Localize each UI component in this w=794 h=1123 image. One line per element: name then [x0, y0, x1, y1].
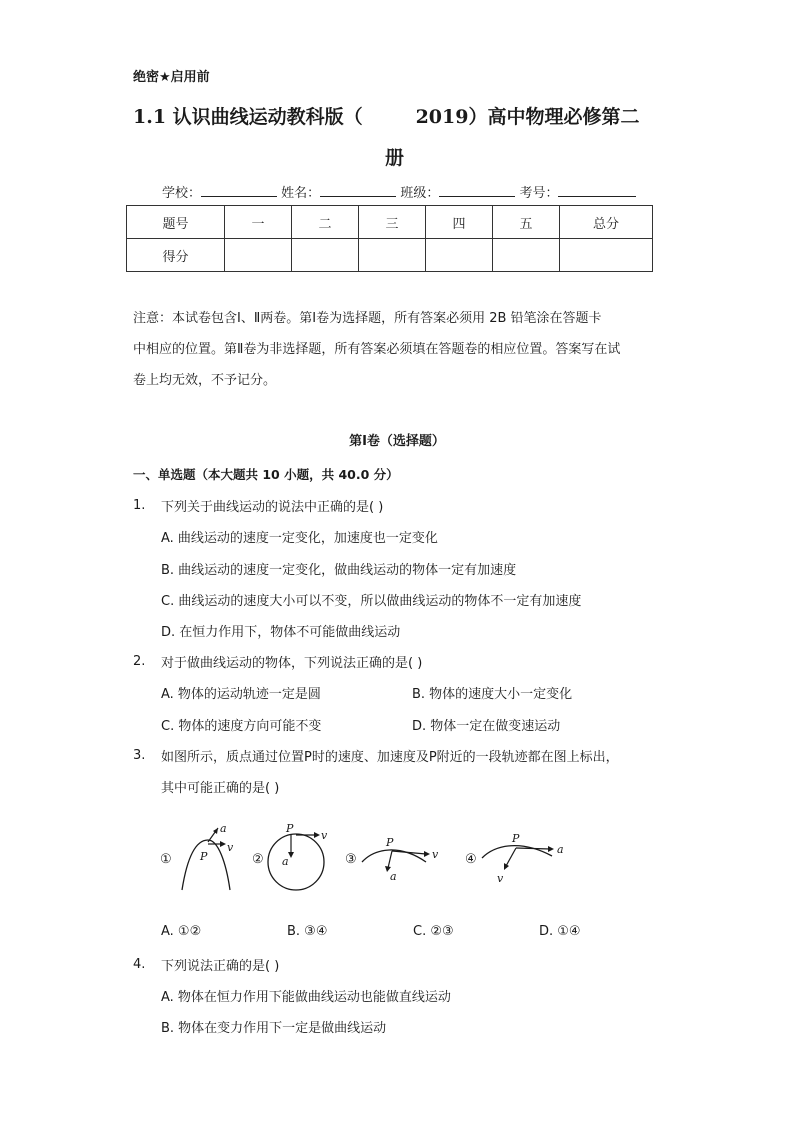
question-text-line1: 如图所示，质点通过位置P时的速度、加速度及P附近的一段轨迹都在图上标出，: [161, 750, 619, 765]
figure-label-1: ①: [160, 852, 172, 867]
figure-label-3: ③: [345, 852, 357, 867]
question-number: 4.: [133, 957, 146, 972]
score-cell[interactable]: [493, 239, 560, 272]
score-table: [126, 205, 653, 272]
confidential-label: 绝密★启用前: [133, 70, 210, 85]
option-a[interactable]: A. ①②: [161, 924, 202, 939]
motion-diagram: [160, 822, 580, 898]
option-c[interactable]: C. ②③: [413, 924, 454, 939]
question-text-line2: 其中可能正确的是( ): [161, 781, 280, 796]
acceleration-arrow: [388, 851, 392, 868]
score-header-cell: 四: [426, 206, 493, 239]
question-text: 下列说法正确的是( ): [161, 959, 280, 974]
figure-label-2: ②: [252, 852, 264, 867]
school-label: 学校：: [162, 186, 202, 201]
velocity-label: v: [432, 848, 439, 861]
section-title: 第Ⅰ卷（选择题）: [349, 434, 445, 449]
arrowhead: [424, 851, 430, 857]
part-heading: 一、单选题（本大题共 10 小题，共 40.0 分）: [133, 467, 399, 482]
velocity-label: v: [321, 829, 328, 842]
velocity-arrow: [506, 848, 516, 866]
option-d[interactable]: D. 在恒力作用下，物体不可能做曲线运动: [161, 625, 401, 640]
point-p-label: P: [200, 850, 208, 863]
option-b[interactable]: B. 物体的速度大小一定变化: [412, 687, 573, 702]
exam-no-blank[interactable]: [558, 184, 636, 197]
question-number: 1.: [133, 498, 146, 513]
acceleration-label: a: [390, 870, 397, 883]
point-p-label: P: [386, 836, 394, 849]
acceleration-arrow: [516, 848, 550, 849]
acceleration-label: a: [557, 843, 564, 856]
notice-line3: 卷上均无效，不予记分。: [133, 373, 277, 388]
trajectory-circle: [268, 834, 324, 890]
option-d[interactable]: D. ①④: [539, 924, 581, 939]
score-cell[interactable]: [292, 239, 359, 272]
option-c[interactable]: C. 物体的速度方向可能不变: [161, 719, 322, 734]
figure-label-4: ④: [465, 852, 477, 867]
score-header-cell: 题号: [127, 206, 225, 239]
student-info-line: [162, 182, 636, 201]
question-number: 2.: [133, 654, 146, 669]
score-header-cell: 一: [225, 206, 292, 239]
notice-line1: 注意：本试卷包含Ⅰ、Ⅱ两卷。第Ⅰ卷为选择题，所有答案必须用 2B 铅笔涂在答题卡: [133, 311, 602, 326]
question-number: 3.: [133, 748, 146, 763]
trajectory-curve: [182, 840, 230, 890]
acceleration-label: a: [282, 855, 289, 868]
arrowhead: [314, 832, 320, 838]
exam-no-label: 考号：: [519, 186, 559, 201]
score-header-cell: 三: [359, 206, 426, 239]
school-blank[interactable]: [201, 184, 277, 197]
arrowhead: [220, 841, 226, 847]
question-text: 下列关于曲线运动的说法中正确的是( ): [161, 500, 384, 515]
arrowhead: [288, 852, 294, 858]
option-a[interactable]: A. 曲线运动的速度一定变化，加速度也一定变化: [161, 531, 438, 546]
score-table-header-row: [127, 206, 653, 239]
point-p-label: P: [512, 832, 520, 845]
score-cell[interactable]: [225, 239, 292, 272]
option-b[interactable]: B. ③④: [287, 924, 328, 939]
name-blank[interactable]: [320, 184, 396, 197]
name-label: 姓名：: [281, 186, 321, 201]
option-b[interactable]: B. 曲线运动的速度一定变化，做曲线运动的物体一定有加速度: [161, 563, 517, 578]
option-d[interactable]: D. 物体一定在做变速运动: [412, 719, 561, 734]
option-a[interactable]: A. 物体在恒力作用下能做曲线运动也能做直线运动: [161, 990, 451, 1005]
score-cell[interactable]: [359, 239, 426, 272]
class-label: 班级：: [400, 186, 440, 201]
score-row-label: 得分: [127, 239, 225, 272]
option-a[interactable]: A. 物体的运动轨迹一定是圆: [161, 687, 321, 702]
acceleration-label: a: [220, 822, 227, 835]
score-table-score-row: [127, 239, 653, 272]
velocity-label: v: [497, 872, 504, 885]
score-header-cell: 总分: [560, 206, 653, 239]
score-cell[interactable]: [426, 239, 493, 272]
score-cell[interactable]: [560, 239, 653, 272]
document-title-line1: 1.1 认识曲线运动教科版（ 2019）高中物理必修第二: [133, 106, 640, 128]
class-blank[interactable]: [439, 184, 515, 197]
velocity-label: v: [227, 841, 234, 854]
notice-line2: 中相应的位置。第Ⅱ卷为非选择题，所有答案必须填在答题卷的相应位置。答案写在试: [133, 342, 621, 357]
score-header-cell: 二: [292, 206, 359, 239]
option-b[interactable]: B. 物体在变力作用下一定是做曲线运动: [161, 1021, 387, 1036]
point-p-label: P: [286, 822, 294, 835]
question-text: 对于做曲线运动的物体，下列说法正确的是( ): [161, 656, 423, 671]
score-header-cell: 五: [493, 206, 560, 239]
arrowhead: [548, 846, 554, 852]
option-c[interactable]: C. 曲线运动的速度大小可以不变，所以做曲线运动的物体不一定有加速度: [161, 594, 582, 609]
document-title-line2: 册: [385, 147, 405, 169]
